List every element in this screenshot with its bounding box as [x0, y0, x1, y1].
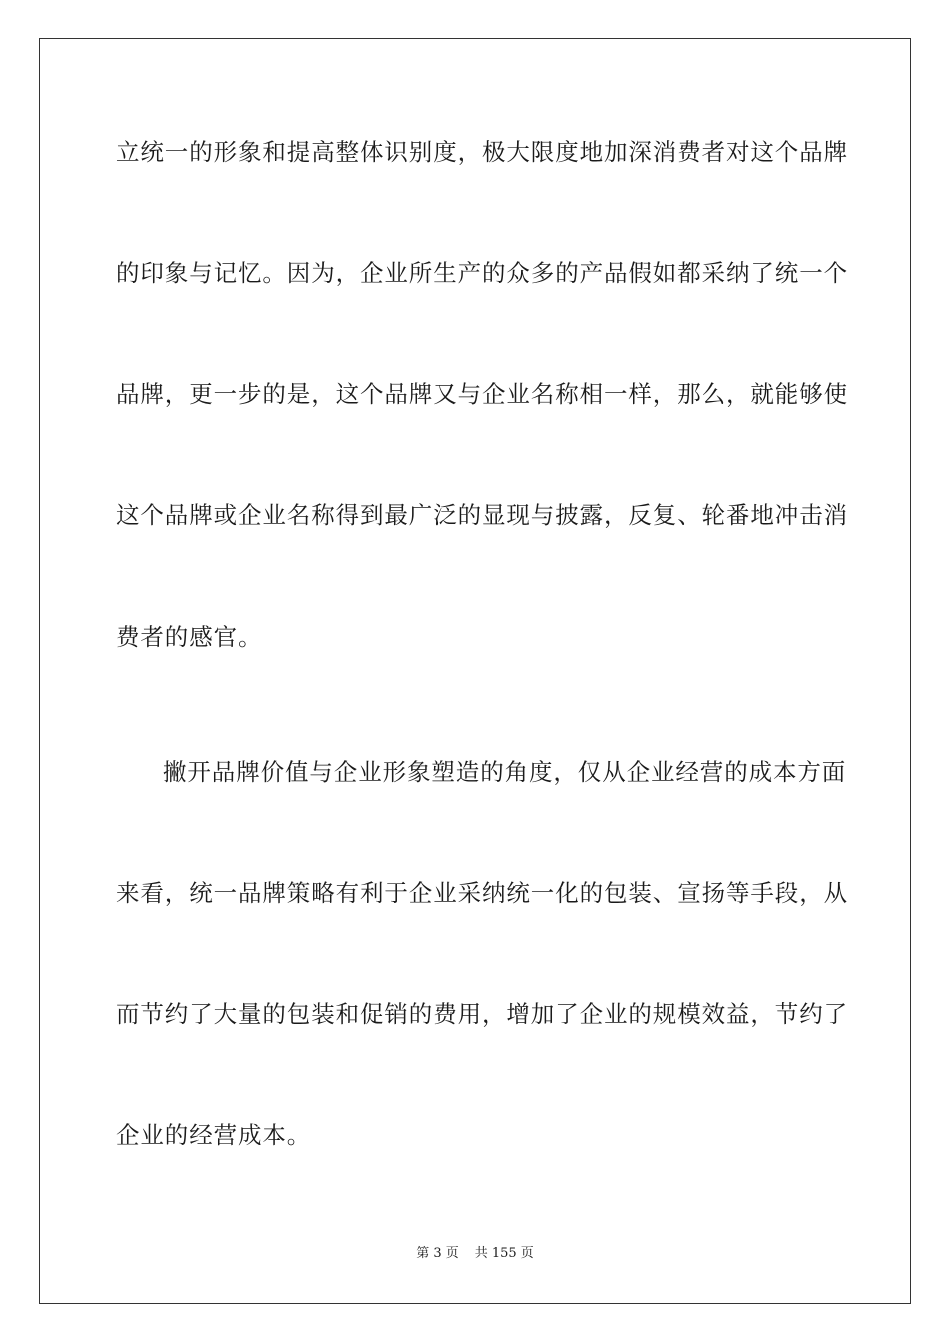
paragraph-first-line: 撇开品牌价值与企业形象塑造的角度，仅从企业经营的成本方面 [163, 758, 847, 786]
page-footer [0, 1246, 950, 1262]
body-text-line: 而节约了大量的包装和促销的费用，增加了企业的规模效益，节约了 [116, 1000, 848, 1028]
body-text-line: 企业的经营成本。 [116, 1121, 312, 1149]
body-text-line: 来看，统一品牌策略有利于企业采纳统一化的包装、宣扬等手段，从 [116, 879, 848, 907]
page-total: 共 155 页 [474, 1246, 534, 1261]
body-text-line: 的印象与记忆。因为，企业所生产的众多的产品假如都采纳了统一个 [116, 259, 848, 287]
body-text-line: 品牌，更一步的是，这个品牌又与企业名称相一样，那么，就能够使 [116, 380, 848, 408]
body-text-line: 费者的感官。 [116, 623, 263, 651]
body-text-line: 这个品牌或企业名称得到最广泛的显现与披露，反复、轮番地冲击消 [116, 501, 848, 529]
page-border [39, 38, 911, 1304]
body-text-line: 立统一的形象和提高整体识别度，极大限度地加深消费者对这个品牌 [116, 138, 848, 166]
page-number: 第 3 页 [416, 1246, 459, 1261]
